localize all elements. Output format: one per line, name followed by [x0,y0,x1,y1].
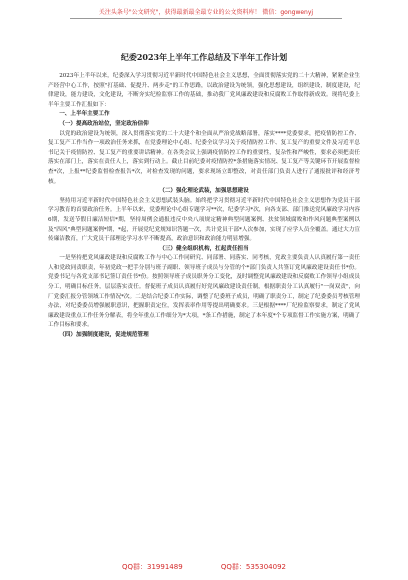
subsection-heading-2: （二）强化理论武装，加强思想建设 [159,188,249,195]
subsection-heading-3: （三）健全组织机构，扛起责任担当 [159,245,249,252]
document-title: 纪委2023年上半年工作总结及下半年工作计划 [120,52,288,62]
paragraph-2: 坚持用习近平新时代中国特色社会主义思想武装头脑。始终把学习贯彻习近平新时代中国特色社会主义思想作为党员干部学习教育的首要政治任务。上半年以来，党委理论中心组专题学习**次，纪委学习*次，向各支部、部门推送党风廉政学习内容6期，发送节假日廉洁短信*期，坚持周例会通报违反中央八项规定精神典型问题案例、扶贫领域腐败和作风问题典型案例以及"四风"典型问题案例*期，*起，开展党纪党规知识答题一次，共计党员干部*人次参加，实现了应学人员全覆盖。通过大力宣传廉洁教育，广大党员干部理论学习水平不断提高，政治意识和政治能力明显增强。 [48,197,360,243]
footer-contact [0,560,408,574]
header-banner: 关注头条号"公文研究"，获得最新最全最专业的公文资料库！ 微信：gongwenyj [70,8,342,19]
footer-qq-1: QQ群：31991489 [122,563,183,571]
section-heading-1: 一、上半年主要工作 [59,111,110,118]
footer-qq-2: QQ群：535304092 [220,563,286,571]
document-body [48,72,360,556]
intro-paragraph: 2023年上半年以来，纪委深入学习贯彻习近平新时代中国特色社会主义思想，全面贯彻落实党的二十大精神，紧紧企业生产经营中心工作，按照"打基础、促提升、两步走"的工作思路，以政治建设为统领，强化思想建设，组织建设，制度建设，纪律建设，能力建设，文化建设，不断夯实纪检监察工作的基础，推动我厂党风廉政建设和反腐败工作取得新成效。现将纪委上半年主要工作汇报如下： [48,73,360,108]
subsection-heading-4: （四）加强制度建设，促进规范管理 [59,332,149,339]
subsection-heading-1: （一）提高政治站位，坚定政治信仰 [59,120,149,127]
paragraph-3: 一是坚持把党风廉政建设和反腐败工作与中心工作同研究、同部署、同落实、同考核，党政主要负责人认真履行第一责任人和党政同责职责，年初党政一把手分别与班子副职、领导班子成员与分管的个*部门负责人共签订党风廉政建设责任书*份。党委书记与各党支部书记签订责任书*份。按照领导班子成员职务分工变化，及时调整党风廉政建设和反腐败工作领导小组成员分工，明确目标任务，层层落实责任。督促班子成员认真履行好党风廉政建设责任制，根据职责分工认真履行"一岗双责"，向厂党委汇报分管领域工作情况*次。二是结合纪委工作实际，调整了纪委班子成员，明确了职责分工，制定了纪委委员考核管理办法，对纪委委员增强履职意识，把握职责定位，发挥表率作用等提出明确要求。三是根据****厂纪检监察要求，制定了党风廉政建设重点工作任务分解表，将全年重点工作细分为*大项，*条工作措施，制定了本年度*个专项监督工作实施方案，明确了工作目标和要求。 [48,255,360,329]
paragraph-1: 以党的政治建设为统领，深入贯彻落实党的二十大建个和全面从严治党战略部署，落实****党委要求，把疫情防控工作、复工复产工作当作一项政治任务来抓，在党委理论中心组、纪委全议学习关于疫情防控工作、复工复产的重要文件及习近平总书记关于疫情防控、复工复产的重要讲话精神。在各类会议上强调疫情防控工作的重要性，复杂性和严峻性，要求必须把责任落实在部门上，落实在责任人上，落实到行动上。截止目前纪委对疫情防控*条措施落实情况、复工复产等关键环节开展监督检查*次，上报**纪委监督检查报告*次，对检查发现的问题，要求现场立即整改，对责任部门负责人进行了通报批评和经济考核。 [48,130,360,185]
